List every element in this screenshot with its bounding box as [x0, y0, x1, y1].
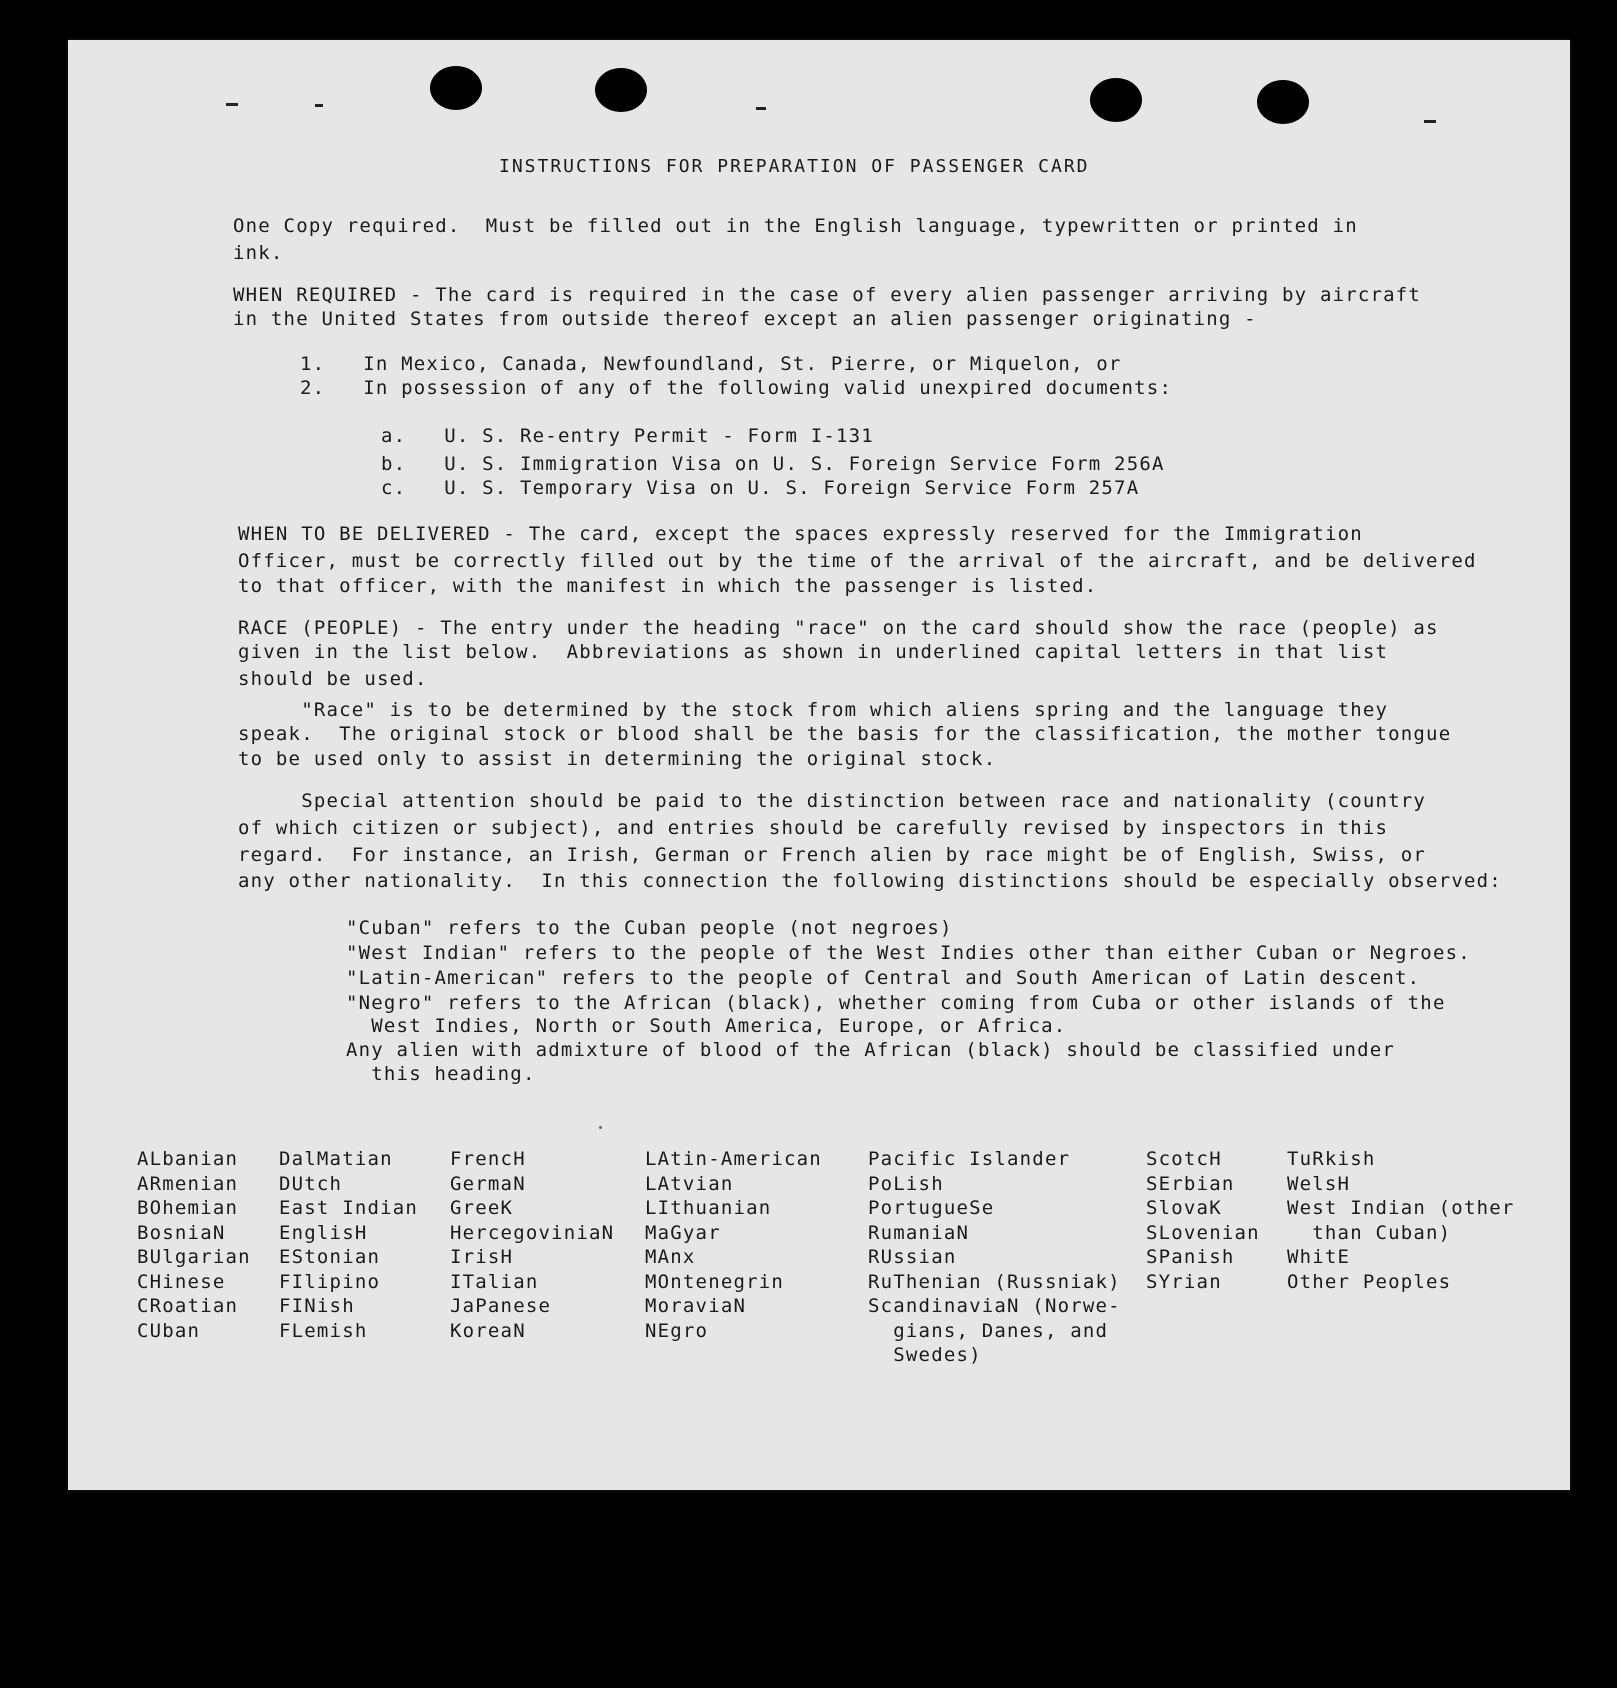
race-entry: ScotcH — [1146, 1148, 1222, 1170]
text-line: should be used. — [238, 668, 428, 690]
race-column — [868, 1147, 1121, 1368]
race-entry: MoraviaN — [645, 1295, 747, 1317]
race-entry: GreeK — [450, 1197, 514, 1219]
list-item: this heading. — [346, 1063, 536, 1085]
race-entry: EnglisH — [279, 1221, 368, 1244]
punch-hole — [1090, 78, 1142, 122]
text-line: to that officer, with the manifest in which the passenger is listed. — [238, 575, 1098, 597]
race-column — [137, 1147, 251, 1343]
race-column — [279, 1147, 418, 1343]
race-entry: FIlipino — [279, 1270, 381, 1293]
race-entry: IrisH — [450, 1246, 514, 1268]
text-line: any other nationality. In this connection the following distinctions should be especially observed: — [238, 870, 1502, 892]
scan-mark — [756, 107, 766, 110]
race-entry: CRoatian — [137, 1295, 239, 1317]
scan-speck — [599, 1126, 602, 1129]
race-entry: RuThenian (Russniak) — [868, 1270, 1121, 1293]
text-line: WHEN TO BE DELIVERED - The card, except the spaces expressly reserved for the Immigration — [238, 523, 1363, 545]
list-item: c. U. S. Temporary Visa on U. S. Foreign Service Form 257A — [381, 477, 1140, 499]
list-item: "Cuban" refers to the Cuban people (not negroes) — [346, 917, 953, 939]
text-line: WHEN REQUIRED - The card is required in the case of every alien passenger arriving by aircraft — [233, 284, 1422, 306]
race-entry: FrencH — [450, 1148, 526, 1170]
text-line: One Copy required. Must be filled out in the English language, typewritten or printed in — [233, 215, 1358, 237]
text-line: Special attention should be paid to the distinction between race and nationality (country — [238, 790, 1427, 812]
race-entry: Other Peoples — [1287, 1270, 1452, 1293]
race-entry: MaGyar — [645, 1221, 721, 1244]
list-item: "West Indian" refers to the people of the West Indies other than either Cuban or Negroes. — [346, 942, 1471, 964]
race-entry: FINish — [279, 1295, 355, 1317]
race-entry: SlovaK — [1146, 1197, 1222, 1219]
race-entry: ITalian — [450, 1270, 539, 1293]
text-line: Officer, must be correctly filled out by the time of the arrival of the aircraft, and be delivered — [238, 550, 1477, 572]
race-entry: LIthuanian — [645, 1197, 772, 1219]
race-entry: SPanish — [1146, 1246, 1235, 1268]
race-entry: ScandinaviaN (Norwe- — [868, 1295, 1121, 1317]
race-entry: NEgro — [645, 1319, 709, 1342]
list-item: 2. In possession of any of the following valid unexpired documents: — [300, 377, 1173, 399]
race-entry: SErbian — [1146, 1172, 1235, 1195]
race-entry: Swedes) — [868, 1344, 982, 1366]
race-entry: than Cuban) — [1287, 1221, 1452, 1244]
text-line: of which citizen or subject), and entries should be carefully revised by inspectors in this — [238, 817, 1389, 839]
race-entry: gians, Danes, and — [868, 1319, 1109, 1342]
race-entry: TuRkish — [1287, 1148, 1376, 1170]
race-entry: PortugueSe — [868, 1197, 995, 1219]
race-entry: KoreaN — [450, 1319, 526, 1342]
scan-mark — [226, 103, 238, 106]
scan-mark — [315, 104, 323, 107]
race-entry: SLovenian — [1146, 1221, 1260, 1244]
race-entry: PoLish — [868, 1172, 944, 1195]
page-title: INSTRUCTIONS FOR PREPARATION OF PASSENGER CARD — [499, 156, 1090, 177]
race-column — [645, 1147, 822, 1343]
list-item: a. U. S. Re-entry Permit - Form I-131 — [381, 425, 874, 447]
race-entry: HercegoviniaN — [450, 1221, 615, 1244]
race-entry: RumaniaN — [868, 1221, 970, 1244]
scan-mark — [1424, 120, 1436, 123]
text-line: given in the list below. Abbreviations as shown in underlined capital letters in that list — [238, 641, 1389, 663]
list-item: West Indies, North or South America, Europe, or Africa. — [346, 1015, 1067, 1037]
text-line: "Race" is to be determined by the stock from which aliens spring and the language they — [238, 699, 1389, 721]
list-item: 1. In Mexico, Canada, Newfoundland, St. Pierre, or Miquelon, or — [300, 353, 1122, 375]
text-line: regard. For instance, an Irish, German or French alien by race might be of English, Swiss, or — [238, 844, 1427, 866]
race-entry: DUtch — [279, 1172, 343, 1195]
list-item: "Negro" refers to the African (black), whether coming from Cuba or other islands of the — [346, 992, 1446, 1014]
race-entry: WhitE — [1287, 1246, 1351, 1268]
race-column — [1146, 1147, 1260, 1294]
race-entry: CUban — [137, 1319, 201, 1342]
text-line: to be used only to assist in determining the original stock. — [238, 748, 997, 770]
list-item: b. U. S. Immigration Visa on U. S. Foreign Service Form 256A — [381, 453, 1165, 475]
race-entry: MAnx — [645, 1246, 696, 1268]
race-entry: Pacific Islander — [868, 1148, 1071, 1170]
text-line: speak. The original stock or blood shall be the basis for the classification, the mother tongue — [238, 723, 1452, 745]
race-entry: DalMatian — [279, 1148, 393, 1170]
race-entry: LAtin-American — [645, 1148, 822, 1170]
list-item: "Latin-American" refers to the people of Central and South American of Latin descent. — [346, 967, 1421, 989]
text-line: RACE (PEOPLE) - The entry under the heading "race" on the card should show the race (people) as — [238, 617, 1439, 639]
race-entry: RUssian — [868, 1246, 957, 1268]
race-entry: ARmenian — [137, 1172, 239, 1195]
race-entry: East Indian — [279, 1197, 419, 1219]
race-entry: BosniaN — [137, 1221, 226, 1244]
race-entry: EStonian — [279, 1246, 381, 1268]
text-line: in the United States from outside thereof except an alien passenger originating - — [233, 308, 1257, 330]
race-entry: West Indian (other — [1287, 1197, 1515, 1219]
race-entry: JaPanese — [450, 1295, 552, 1317]
race-entry: MOntenegrin — [645, 1270, 785, 1293]
punch-hole — [430, 66, 482, 110]
punch-hole — [1257, 80, 1309, 124]
race-entry: BUlgarian — [137, 1246, 251, 1268]
list-item: Any alien with admixture of blood of the African (black) should be classified under — [346, 1039, 1396, 1061]
race-entry: ALbanian — [137, 1148, 239, 1170]
text-line: ink. — [233, 242, 284, 264]
race-entry: CHinese — [137, 1270, 226, 1293]
race-entry: BOhemian — [137, 1197, 239, 1219]
race-entry: GermaN — [450, 1172, 526, 1195]
race-entry: SYrian — [1146, 1270, 1222, 1293]
race-entry: WelsH — [1287, 1172, 1351, 1195]
race-entry: FLemish — [279, 1319, 368, 1342]
race-entry: LAtvian — [645, 1172, 734, 1195]
race-column — [450, 1147, 614, 1343]
race-column — [1287, 1147, 1515, 1294]
punch-hole — [595, 68, 647, 112]
